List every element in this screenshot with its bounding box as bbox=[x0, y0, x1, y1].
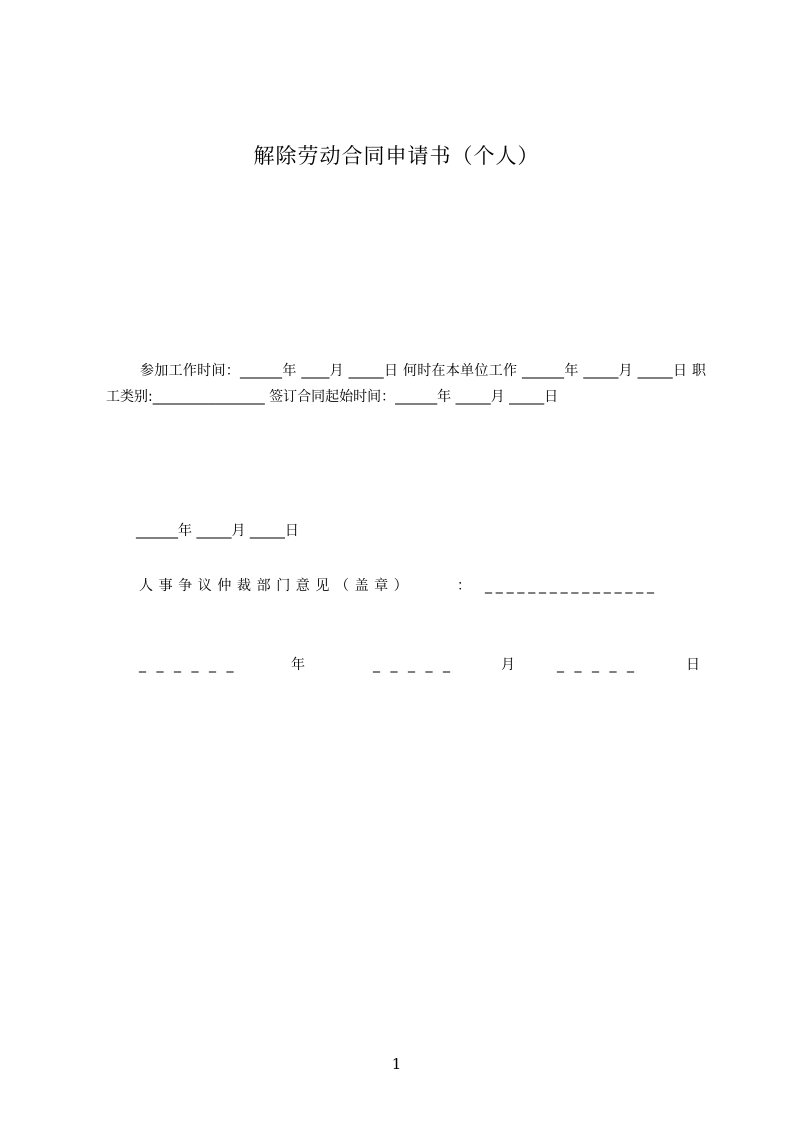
arbitration-opinion-label: 人事争议仲裁部门意见（盖章） bbox=[139, 578, 414, 594]
employment-info-paragraph: 参加工作时间：______年 ____月 _____日 何时在本单位工作 ______年 _____月 _____日 职工类别:________________ 签订合同起始时间：______年 _____月 _____日 bbox=[106, 363, 706, 405]
sign-month-label: 月 bbox=[501, 657, 526, 673]
arbitration-opinion-blank: ________________ bbox=[485, 578, 658, 594]
page-title: 解除劳动合同申请书（个人） bbox=[253, 144, 540, 168]
sign-day-label: 日 bbox=[686, 657, 711, 673]
arbitration-colon: ： bbox=[457, 578, 471, 594]
sign-year-blank: ______ bbox=[139, 657, 244, 673]
page-number: 1 bbox=[391, 1055, 402, 1073]
sign-day-blank: _____ bbox=[557, 657, 645, 673]
sign-month-blank: _____ bbox=[373, 657, 461, 673]
sign-year-label: 年 bbox=[291, 657, 316, 673]
application-date-line: ______年 _____月 _____日 bbox=[136, 523, 299, 539]
